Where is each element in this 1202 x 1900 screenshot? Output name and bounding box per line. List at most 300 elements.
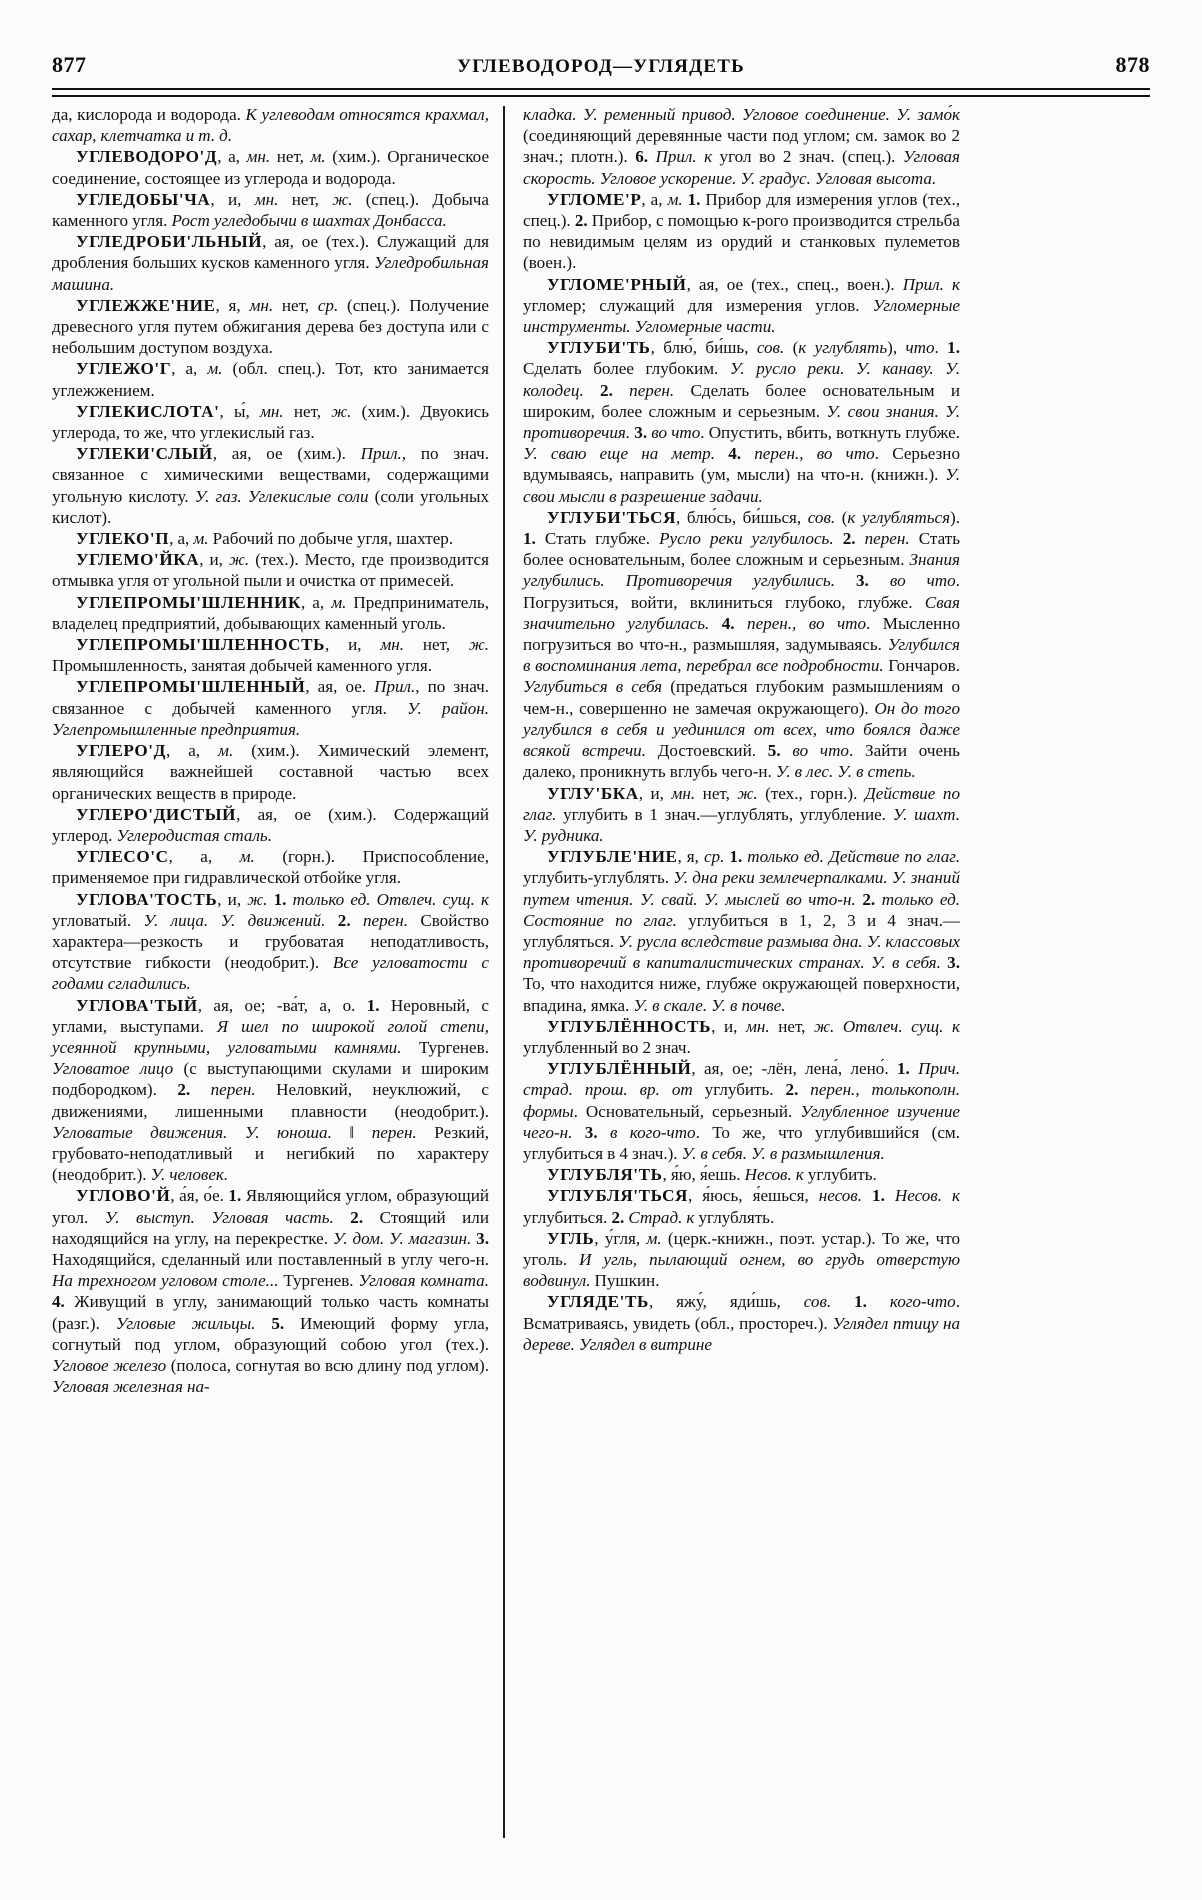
headword: УГЛЬ <box>547 1228 595 1248</box>
cont-text-italic: К углеводам относятся крахмал, сахар, клетчатка и т. д. <box>52 105 490 146</box>
sense-number-2: 2. <box>833 529 865 549</box>
sense-1-label: только ед. Действие по глаг. <box>747 847 960 867</box>
sense-2-text: углублять. <box>694 1207 775 1227</box>
folio-left: 877 <box>52 52 87 77</box>
entry-uglepromyshlenny <box>52 676 489 740</box>
grammar: , я, <box>677 847 704 867</box>
sense-6-label: Прил. к <box>655 147 713 167</box>
entry-uglublyatsya <box>523 1185 960 1227</box>
page-header <box>52 52 1150 86</box>
sense-2-label: только ед. Состояние по глаг. <box>523 889 961 930</box>
entry-uglezhzhenie <box>52 295 489 359</box>
sense-number-1: 1. <box>896 1059 919 1079</box>
sense-3-text: . Опустить, вбить, воткнуть глубже. <box>700 423 960 443</box>
sense-number-2: 2. <box>325 910 363 930</box>
entry-uglekop <box>52 528 489 549</box>
usage-label: (обл. спец.). <box>222 359 336 379</box>
grammar-tail: нет, <box>278 189 333 209</box>
headword: УГЛЕКО'П <box>76 529 170 549</box>
headword: УГЛЕМО'ЙКА <box>76 550 200 570</box>
entry-uglublyonny <box>523 1058 960 1164</box>
sense-2-label: перен. <box>362 910 409 930</box>
headword: УГЛЯДЕ'ТЬ <box>547 1292 649 1312</box>
entry-uglekisly <box>52 443 489 528</box>
usage-label: (тех., горн.). <box>757 783 865 803</box>
gender: м. <box>239 847 255 867</box>
usage-label: (хим.). <box>233 741 318 761</box>
definition: Рабочий по добыче угля, шахтер. <box>208 529 454 549</box>
headword: УГЛЕРО'ДИСТЫЙ <box>76 804 237 824</box>
citation-source-2: Достоевский. <box>645 741 768 761</box>
sense-number-1: 1. <box>682 189 706 209</box>
grammar: , а, <box>165 741 219 761</box>
definition: , по знач. связанное с химическими веществами, содержащими угольную кислоту. <box>52 444 489 506</box>
grammar: , ая, ое (тех., спец., воен.). <box>686 274 903 294</box>
gender: ж. Отвлеч. сущ. к <box>814 1016 961 1036</box>
sense-1-example: Углядел птицу на дереве. Углядел в витрине <box>523 1313 960 1354</box>
sense-number-5: 5. <box>767 741 793 761</box>
sense-3-text: . То же, что углубившийся (см. углубиться в 4 знач.). <box>523 1122 960 1163</box>
definition: Химический элемент, являющийся важнейшей составной частью всех органических веществ в природе. <box>52 741 490 803</box>
sense-3-example: У. в скале. У. в почве. <box>633 995 786 1015</box>
sense-number-1: 1. <box>862 1186 895 1206</box>
cont-text-italic: кладка. У. ременный привод. Угловое соединение. У. замо́к <box>523 105 960 124</box>
sense-1-tail: (с выступающими скулами и широким подбородком). <box>52 1059 489 1100</box>
grammar-italic: несов. <box>818 1186 862 1206</box>
sense-1-text: Являющийся углом, образующий угол. <box>52 1186 489 1227</box>
sense-2-example: Углубленное изучение чего-н. <box>523 1101 960 1142</box>
cont-text: да, кислорода и водорода. <box>52 105 241 124</box>
headword: УГЛЕПРОМЫ'ШЛЕННОСТЬ <box>76 635 326 655</box>
entry-uglubit <box>523 337 960 507</box>
running-head: УГЛЕВОДОРОД—УГЛЯДЕТЬ <box>457 56 745 77</box>
sense-4-text: . Серьезно вдумываясь, направить (ум, мысли) на что-н. (книжн.). <box>523 444 960 485</box>
sense-1-example: Русло реки углубилось. <box>659 529 834 549</box>
sense-number-3: 3. <box>630 423 652 443</box>
sense-2-text: . Основательный, серьезный. <box>573 1101 801 1121</box>
sense-3-text: То, что находится ниже, глубже окружающей поверхности, впадина, ямка. <box>523 974 960 1015</box>
entry-uglezhog <box>52 358 489 400</box>
sense-number-3: 3. <box>834 571 890 591</box>
sense-1-text: Стать глубже. <box>544 529 660 549</box>
gender: ж. <box>332 189 353 209</box>
headword: УГЛЕПРОМЫ'ШЛЕННЫЙ <box>76 677 306 697</box>
sense-2-text: Прибор, с помощью к-рого производится стрельба по невидимым целям из орудий и станковых пулеметов (воен.). <box>523 211 960 273</box>
sense-5-tail: (полоса, согнутая во всю длину под углом). <box>166 1355 489 1375</box>
entry-uglovatost <box>52 889 489 995</box>
sense-2-label: перен. <box>210 1080 256 1100</box>
column-container <box>52 104 1154 1840</box>
sense-number-5: 5. <box>255 1313 301 1333</box>
grammar-italic: мн. <box>254 189 279 209</box>
headword: УГЛЕКИ'СЛЫЙ <box>76 444 213 464</box>
sense-number-2: 2. <box>855 889 882 909</box>
grammar: , и, <box>210 189 255 209</box>
example: И угль, пылающий огнем, во грудь отверстую водвинул. <box>523 1249 960 1291</box>
headword: УГЛЕКИСЛОТА' <box>76 401 220 421</box>
usage-label: (хим.). <box>325 147 388 167</box>
definition-label: Действие по глаг. <box>523 783 961 824</box>
sense-2-text: Стоящий или находящийся на углу, на перекрестке. <box>52 1207 489 1248</box>
grammar: , ы́, <box>219 401 260 421</box>
grammar-italic: мн. <box>671 783 696 803</box>
usage-label: (спец.). <box>338 295 410 315</box>
sense-1-example: У. русло реки. У. канаву. У. колодец. <box>523 359 960 400</box>
sense-4-example-3: Он до того углубился в себя и уединился от всех, что боялся даже всякой встречи. <box>523 698 960 761</box>
sense-2-label: перен. <box>629 380 675 400</box>
entry-uglemoyka <box>52 549 489 591</box>
headword: УГЛУБЛЁННЫЙ <box>547 1059 692 1079</box>
definition: углубленный во 2 знач. <box>523 1037 691 1057</box>
grammar-italic: Несов. к <box>744 1165 804 1185</box>
sense-number-1: 1. <box>267 889 293 909</box>
sense-number-3: 3. <box>471 1228 489 1248</box>
sense-2-text: Неловкий, неуклюжий, с движениями, лишенными плавности (неодобрит.). <box>52 1080 489 1121</box>
sense-1-label: только ед. Отвлеч. сущ. к <box>292 889 490 909</box>
grammar: , и, <box>199 550 230 570</box>
citation-source: Тургенев. <box>401 1037 489 1057</box>
grammar: , ая, ое (тех.). <box>262 232 377 252</box>
entry-uglepromyshlennik <box>52 592 489 634</box>
headword: УГЛУБИ'ТЬ <box>547 338 651 358</box>
grammar-tail-2: ), <box>887 338 906 358</box>
headword: УГЛЕВОДОРО'Д <box>76 147 218 167</box>
sense-number-4: 4. <box>709 613 748 633</box>
shade-label: перен. <box>371 1122 417 1142</box>
usage-label: (спец.). <box>352 189 433 209</box>
entry-uglevodorod <box>52 146 489 188</box>
sense-number-4: 4. <box>52 1292 75 1312</box>
grammar: , и, <box>217 889 248 909</box>
entry-uglekislota <box>52 401 489 443</box>
definition: , по знач. связанное с добычей каменного угля. <box>52 677 489 718</box>
sense-4-label: перен., во что <box>747 613 867 633</box>
sense-5-label: во что <box>792 741 849 761</box>
sense-number-1: 1. <box>947 338 960 358</box>
sense-4-example-2: Углубиться в себя <box>523 677 663 697</box>
gender: м. <box>331 592 347 612</box>
definition: углубить в 1 знач.—углублять, углубление. <box>556 804 893 824</box>
sense-number-6: 6. <box>635 147 656 167</box>
definition: Место, где производится отмывка угля от угольной пыли и очистка от примесей. <box>52 550 489 591</box>
grammar-italic: сов. <box>807 507 836 527</box>
sense-1-example: У. выступ. Угловая часть. <box>104 1207 334 1227</box>
sense-3-example-2: Угловая комната. <box>358 1271 489 1291</box>
sense-1-text: . Всматриваясь, увидеть (обл., простореч.). <box>523 1292 960 1333</box>
sense-2-label: перен., толькополн. формы <box>523 1080 960 1121</box>
sense-1-text: Сделать более глубоким. <box>523 359 730 379</box>
grammar: , я́ю, я́ешь. <box>662 1165 745 1185</box>
definition: Служащий для дробления больших кусков каменного угля. <box>52 232 489 273</box>
sense-2-example: У. дом. У. магазин. <box>332 1228 472 1248</box>
entry-uglovaty <box>52 995 489 1186</box>
gender: ж. <box>247 889 268 909</box>
gender: м. <box>207 359 223 379</box>
grammar-tail: нет, <box>273 295 318 315</box>
grammar-tail: нет, <box>404 635 469 655</box>
grammar: , а, <box>168 847 240 867</box>
headword: УГЛЕДОБЫ'ЧА <box>76 189 211 209</box>
shade-example: У. человек. <box>150 1165 229 1185</box>
sense-4-example: У. свои мысли в разрешение задачи. <box>523 465 960 506</box>
sense-number-2: 2. <box>177 1080 211 1100</box>
entry-ugledobycha <box>52 189 489 231</box>
example-tail: (соли угольных кислот). <box>52 486 490 527</box>
sense-number-3: 3. <box>940 953 960 973</box>
definition: Предприниматель, владелец предприятий, добывающих каменный уголь. <box>52 592 489 633</box>
headword: УГЛУБЛЁННОСТЬ <box>547 1016 712 1036</box>
example: Углеродистая сталь. <box>116 825 272 845</box>
sense-number-1: 1. <box>724 847 748 867</box>
grammar-tail: нет, <box>270 147 311 167</box>
grammar-italic: сов. <box>803 1292 832 1312</box>
sense-1-text: углубить. <box>692 1080 786 1100</box>
sense-5-text: . Зайти очень далеко, проникнуть вглубь чего-н. <box>523 741 960 782</box>
definition: Получение древесного угля путем обжигания дерева без доступа или с небольшим доступом воздуха. <box>52 295 489 358</box>
definition: Органическое соединение, состоящее из углерода и водорода. <box>52 147 490 188</box>
gender: м. <box>310 147 326 167</box>
entry-uglublyonnost <box>523 1016 960 1058</box>
usage-label: (горн.). <box>254 847 363 867</box>
grammar: , и, <box>638 783 672 803</box>
sense-5-text: Имеющий форму угла, согнутый под углом, образующий собою угол (тех.). <box>52 1313 489 1354</box>
sense-number-2: 2. <box>785 1080 811 1100</box>
grammar-italic: Прил. <box>360 444 402 464</box>
gender: м. <box>646 1228 662 1248</box>
sense-number-1: 1. <box>228 1186 246 1206</box>
headword: УГЛУБЛЯ'ТЬСЯ <box>547 1186 688 1206</box>
entry-uglerod <box>52 740 489 804</box>
grammar: , ая, ое (хим.). <box>236 804 394 824</box>
gender: ж. <box>331 401 352 421</box>
gender: м. <box>218 741 234 761</box>
grammar-tail: нет, <box>283 401 332 421</box>
sense-1-text: Прибор для измерения углов (тех., спец.). <box>523 189 960 231</box>
example: Рост угледобычи в шахтах Донбасса. <box>171 211 447 231</box>
sense-2-text: углубиться в 1, 2, 3 и 4 знач.—углубляться. <box>523 910 960 951</box>
sense-1-example: У. лица. У. движений. <box>143 910 326 930</box>
sense-5-example: У. в лес. У. в степь. <box>775 762 916 782</box>
grammar-italic: мн. <box>380 635 405 655</box>
entry-uglubka <box>523 783 960 847</box>
sense-number-1: 1. <box>523 529 545 549</box>
sense-1-label: кого-что <box>889 1292 956 1312</box>
definition: То же, что уголь. <box>523 1228 961 1269</box>
citation-source: Пушкин. <box>590 1271 660 1291</box>
sense-1-example: Я шел по широкой голой степи, усеянной крупными, угловатыми камнями. <box>52 1016 489 1057</box>
sense-1-label: Прич. страд. прош. вр. от <box>523 1059 960 1100</box>
grammar: , у́гля, <box>594 1228 647 1248</box>
grammar: , а, <box>300 592 332 612</box>
example: Угломерные инструменты. Угломерные части. <box>523 295 960 337</box>
definition: Тот, кто занимается углежжением. <box>52 359 489 400</box>
sense-6-text: угол во 2 знач. (спец.). <box>712 147 903 167</box>
gender: ж. <box>737 783 758 803</box>
sense-4-text: . Мысленно погрузиться во что-н., размышляя, задумываясь. <box>523 613 961 655</box>
grammar-tail: нет, <box>695 783 738 803</box>
sense-number-1: 1. <box>831 1292 890 1312</box>
sense-4-example: Углубился в воспоминания лета, перебрал все подробности. <box>523 635 960 676</box>
sense-1-text: Неровный, с углами, выступами. <box>52 995 490 1036</box>
sense-number-4: 4. <box>714 444 755 464</box>
sense-3-example: На трехногом угловом столе... <box>52 1271 279 1291</box>
headword: УГЛУБИ'ТЬСЯ <box>547 507 677 527</box>
definition: Содержащий углерод. <box>52 804 489 845</box>
entry-uglovoy <box>52 1185 489 1397</box>
sense-2-text: Свойство характера—резкость и грубоватая неподатливость, отсутствие гибкости (неодобрит.). <box>52 910 490 973</box>
grammar-tail-2: ). <box>950 507 960 527</box>
headword: УГЛУБЛЯ'ТЬ <box>547 1165 663 1185</box>
sense-6-example: Угловая скорость. Угловое ускорение. У. градус. Угловая высота. <box>523 147 960 188</box>
gender: м. <box>667 189 683 209</box>
sense-number-2: 2. <box>333 1207 380 1227</box>
sense-1-example: У. дна реки землечерпалками. У. знаний путем чтения. У. свай. У. мыслей во что-н. <box>523 868 960 909</box>
sense-4-text: Живущий в углу, занимающий только часть комнаты (разг.). <box>52 1292 489 1333</box>
folio-right: 878 <box>1115 52 1150 77</box>
sense-2-example: У. свои знания. У. противоречия. <box>523 401 960 443</box>
headword: УГЛОМЕ'РНЫЙ <box>547 274 687 294</box>
grammar-tail: ( <box>784 338 799 358</box>
usage-label: (тех.). <box>249 550 305 570</box>
grammar-italic: Прил. к <box>902 274 960 294</box>
gender: ж. <box>229 550 250 570</box>
sense-2-example: У. русла вследствие размыва дна. У. классовых противоречий в капиталистических странах. У. в себя. <box>523 931 960 973</box>
citation-source: Гончаров. <box>883 656 960 676</box>
grammar-tail: нет, <box>769 1016 815 1036</box>
grammar: , блю́, би́шь, <box>650 338 757 358</box>
headword: УГЛУ'БКА <box>547 783 639 803</box>
entry-uglomerny <box>523 274 960 338</box>
sense-5-example-2: Угловая железная на- <box>52 1377 210 1397</box>
header-rule <box>52 88 1150 97</box>
grammar: , и, <box>325 635 381 655</box>
headword: УГЛОВА'ТОСТЬ <box>76 889 218 909</box>
column-right <box>505 104 960 1840</box>
example: У. газ. Углекислые соли <box>194 486 369 506</box>
shade-marker: ‖ <box>331 1122 372 1142</box>
grammar: , ая, ое; -лён, лена́, лено́. <box>691 1059 897 1079</box>
grammar: , блю́сь, би́шься, <box>676 507 808 527</box>
grammar-italic: мн. <box>246 147 271 167</box>
headword: УГЛЕРО'Д <box>76 741 166 761</box>
entry-uglomer <box>523 189 960 274</box>
sense-2-example: Знания углубились. Противоречия углубились. <box>523 550 960 591</box>
sense-3-label: во что <box>651 423 701 443</box>
continuation-paragraph <box>52 104 489 146</box>
entry-uglyadet <box>523 1291 960 1355</box>
sense-number-2: 2. <box>611 1207 629 1227</box>
entry-uglublyat <box>523 1164 960 1185</box>
grammar: , и, <box>711 1016 746 1036</box>
sense-3-example: У. сваю еще на метр. <box>523 444 715 464</box>
grammar: , а, <box>169 529 194 549</box>
headword: УГЛЕДРОБИ'ЛЬНЫЙ <box>76 232 263 252</box>
example: У. шахт. У. рудника. <box>523 804 960 845</box>
sense-3-text: . Погрузиться, войти, вклиниться глубоко, глубже. <box>523 571 960 612</box>
grammar-italic: мн. <box>249 295 274 315</box>
sense-4-example: Угловые жильцы. <box>115 1313 256 1333</box>
gender: м. <box>193 529 209 549</box>
usage-label: (церк.-книжн., поэт. устар.). <box>661 1228 882 1248</box>
definition: углубить. <box>803 1165 877 1185</box>
sense-number-2: 2. <box>583 380 630 400</box>
sense-2-text: Стать более основательным, более сложным и серьезным. <box>523 529 960 570</box>
definition: Добыча каменного угля. <box>52 189 489 231</box>
grammar: , а́я, о́е. <box>170 1186 229 1206</box>
sense-1-text: углубить-углублять. <box>523 868 674 888</box>
grammar-italic: сов. <box>756 338 785 358</box>
usage-label: (хим.). <box>351 401 421 421</box>
entry-uglesos <box>52 846 489 888</box>
sense-5-example: Угловое железо <box>52 1355 167 1375</box>
sense-3-example: Свая значительно углубилась. <box>523 592 960 633</box>
grammar-italic-2: к углубляться <box>847 507 951 527</box>
headword: УГЛУБЛЕ'НИЕ <box>547 847 678 867</box>
grammar-italic: мн. <box>259 401 284 421</box>
grammar-tail: ( <box>835 507 848 527</box>
definition: Приспособление, применяемое при гидравлической отбойке угля. <box>52 847 490 888</box>
grammar-italic-3: что <box>905 338 935 358</box>
sense-number-3: 3. <box>572 1122 610 1142</box>
headword: УГЛЕСО'С <box>76 847 169 867</box>
sense-2-label: перен. <box>864 529 910 549</box>
sense-4-label: перен., во что <box>754 444 875 464</box>
grammar-italic-2: к углублять <box>798 338 888 358</box>
sense-4-tail: (предаться глубоким размышлениям о чем-н., совершенно не замечая окружающего). <box>523 677 960 718</box>
sense-1-label: Несов. к <box>894 1186 960 1206</box>
sense-3-label: в кого-что <box>609 1122 696 1142</box>
sense-number-2: 2. <box>574 211 592 231</box>
citation-source: Тургенев. <box>278 1271 359 1291</box>
entry-uglerodisty <box>52 804 489 846</box>
definition: угломер; служащий для измерения углов. <box>523 295 873 315</box>
grammar: , яжу́, яди́шь, <box>648 1292 804 1312</box>
example: У. район. Углепромышленные предприятия. <box>52 698 489 739</box>
column-left <box>52 104 503 1840</box>
grammar: , ая, ое. <box>305 677 375 697</box>
definition: Промышленность, занятая добычей каменного угля. <box>52 656 432 676</box>
headword: УГЛОВА'ТЫЙ <box>76 995 198 1015</box>
grammar: , а, <box>641 189 668 209</box>
gender: ж. <box>468 635 489 655</box>
definition: Двуокись углерода, то же, что углекислый газ. <box>52 401 489 443</box>
grammar-italic: мн. <box>745 1016 770 1036</box>
headword: УГЛЕЖО'Г <box>76 359 172 379</box>
sense-1-example-2: Угловатое лицо <box>52 1059 174 1079</box>
grammar-tail-3: . <box>934 338 948 358</box>
sense-number-1: 1. <box>366 995 391 1015</box>
continuation-paragraph <box>523 104 960 189</box>
grammar: , я́юсь, я́ешься, <box>688 1186 819 1206</box>
sense-2-example: Угловатые движения. У. юноша. <box>52 1122 332 1142</box>
entry-uglubitsya <box>523 507 960 783</box>
entry-uglepromyshlennost <box>52 634 489 676</box>
sense-2-text: Сделать более основательным и широким, более сложным и серьезным. <box>523 380 960 421</box>
entry-ugl <box>523 1228 960 1292</box>
headword: УГЛОМЕ'Р <box>547 189 642 209</box>
grammar: , ая, ое; -ва́т, а, о. <box>197 995 367 1015</box>
entry-uglublenie <box>523 846 960 1016</box>
grammar: , ая, ое (хим.). <box>212 444 361 464</box>
grammar: , я, <box>215 295 250 315</box>
sense-1-text: угловатый. <box>52 910 144 930</box>
sense-3-text: Находящийся, сделанный или поставленный в углу чего-н. <box>52 1249 489 1269</box>
sense-2-example: Все угловатости с годами сгладились. <box>52 953 489 994</box>
gender: ср. <box>317 295 339 315</box>
sense-1-text: углубиться. <box>523 1207 612 1227</box>
headword: УГЛЕПРОМЫ'ШЛЕННИК <box>76 592 301 612</box>
headword: УГЛОВО'Й <box>76 1186 171 1206</box>
